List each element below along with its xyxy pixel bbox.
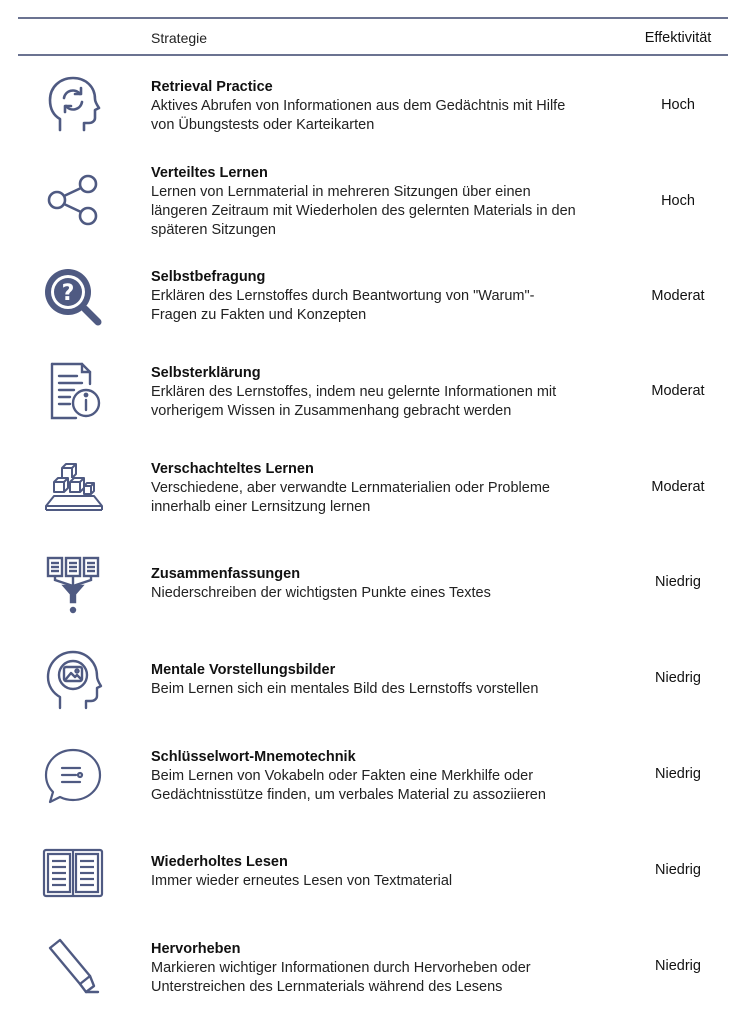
header-effectiveness: Effektivität [644,30,712,46]
effectiveness-value: Moderat [651,383,705,399]
documents-funnel-icon [40,552,106,618]
effectiveness-value: Moderat [651,479,705,495]
strategy-desc: Erklären des Lernstoffes durch Beantwortung von "Warum"- [151,288,535,304]
open-book-icon [40,840,106,906]
strategy-desc: Markieren wichtiger Informationen durch Hervorheben oder [151,960,531,976]
strategy-desc: Erklären des Lernstoffes, indem neu gelernte Informationen mit [151,384,557,400]
document-info-icon [40,358,106,424]
svg-text:?: ? [61,281,75,306]
strategy-desc: Beim Lernen von Vokabeln oder Fakten eine Merkhilfe oder [151,768,534,784]
speech-bubble-icon [40,744,106,810]
strategy-title: Zusammenfassungen [151,566,301,582]
strategy-desc: vorherigem Wissen in Zusammenhang gebracht werden [151,403,512,419]
strategy-desc: Aktives Abrufen von Informationen aus dem Gedächtnis mit Hilfe [151,98,566,114]
strategy-desc: Verschiedene, aber verwandte Lernmaterialien oder Probleme [151,480,550,496]
strategy-desc: Unterstreichen des Lernmaterials während des Lesens [151,979,503,995]
strategy-desc: Gedächtnisstütze finden, um verbales Material zu assoziieren [151,787,546,803]
effectiveness-value: Niedrig [655,862,701,878]
effectiveness-value: Niedrig [655,766,701,782]
top-rule [18,17,728,19]
strategy-desc: Fragen zu Fakten und Konzepten [151,307,367,323]
share-nodes-icon [40,167,106,233]
strategy-title: Wiederholtes Lesen [151,854,288,870]
strategy-title: Mentale Vorstellungsbilder [151,662,336,678]
effectiveness-value: Niedrig [655,574,701,590]
strategy-title: Schlüsselwort-Mnemotechnik [151,749,356,765]
header-rule [18,54,728,56]
strategy-title: Verschachteltes Lernen [151,461,314,477]
effectiveness-value: Niedrig [655,958,701,974]
strategy-desc: Immer wieder erneutes Lesen von Textmaterial [151,873,453,889]
head-image-icon [40,646,106,712]
strategy-desc: Beim Lernen sich ein mentales Bild des Lernstoffs vorstellen [151,681,539,697]
strategy-title: Retrieval Practice [151,79,273,95]
strategy-title: Selbsterklärung [151,365,261,381]
strategy-desc: längeren Zeitraum mit Wiederholen des gelernten Materials in den [151,203,576,219]
stacked-cubes-icon [40,456,106,522]
effectiveness-value: Hoch [661,193,695,209]
strategy-desc: von Übungstests oder Karteikarten [151,117,375,133]
header-strategy: Strategie [151,30,208,46]
strategy-title: Verteiltes Lernen [151,165,268,181]
head-refresh-icon [40,72,106,138]
strategy-title: Selbstbefragung [151,269,266,285]
strategy-desc: späteren Sitzungen [151,222,276,238]
strategy-desc: Lernen von Lernmaterial in mehreren Sitzungen über einen [151,184,531,200]
strategy-desc: innerhalb einer Lernsitzung lernen [151,499,371,515]
strategy-title: Hervorheben [151,941,241,957]
effectiveness-value: Hoch [661,97,695,113]
highlighter-icon [40,934,106,1000]
effectiveness-value: Niedrig [655,670,701,686]
magnifier-question-icon [40,264,106,330]
strategy-desc: Niederschreiben der wichtigsten Punkte eines Textes [151,585,491,601]
effectiveness-value: Moderat [651,288,705,304]
